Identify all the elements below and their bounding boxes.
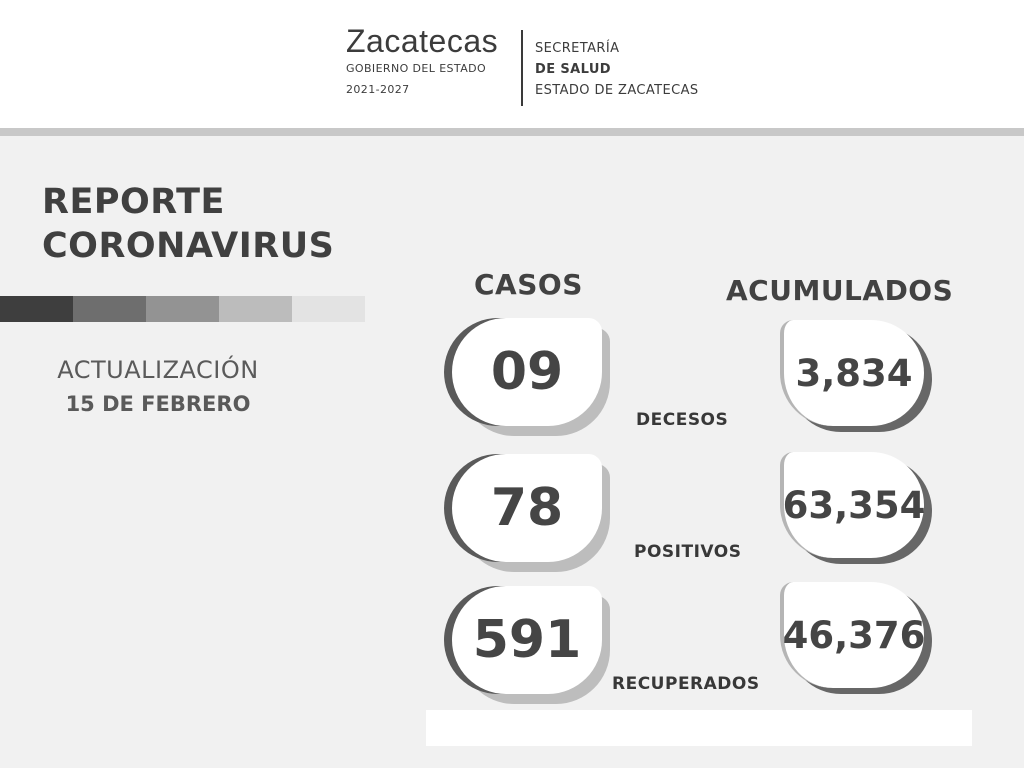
government-logo-subtitle: GOBIERNO DEL ESTADO — [346, 62, 487, 75]
row-label-decesos: DECESOS — [636, 410, 729, 430]
color-stripe-segment-3 — [146, 296, 219, 322]
color-stripe-segment-2 — [73, 296, 146, 322]
column-header-acumulados: ACUMULADOS — [726, 274, 954, 307]
acumulados-value-positivos: 63,354 — [780, 452, 924, 558]
acumulados-value-decesos: 3,834 — [780, 320, 924, 426]
update-label: ACTUALIZACIÓN — [57, 356, 259, 384]
bottom-white-box — [426, 710, 972, 746]
health-secretariat-logo — [535, 38, 699, 101]
color-stripe-segment-4 — [219, 296, 292, 322]
row-label-positivos: POSITIVOS — [634, 542, 742, 562]
acumulados-value-recuperados: 46,376 — [780, 582, 924, 688]
dept-line-1: SECRETARÍA — [535, 41, 620, 56]
color-stripe-segment-1 — [0, 296, 73, 322]
row-label-recuperados: RECUPERADOS — [612, 674, 760, 694]
casos-value-positivos: 78 — [452, 454, 602, 562]
report-title — [42, 180, 334, 268]
header-divider-bar — [0, 128, 1024, 136]
dept-line-3: ESTADO DE ZACATECAS — [535, 83, 699, 98]
government-logo-title: Zacatecas — [346, 23, 499, 59]
report-title-line-2: CORONAVIRUS — [42, 226, 335, 266]
casos-value-recuperados: 591 — [452, 586, 602, 694]
color-stripe-segment-5 — [292, 296, 365, 322]
government-logo-period: 2021-2027 — [346, 83, 410, 96]
logo-divider — [521, 30, 523, 106]
casos-value-decesos: 09 — [452, 318, 602, 426]
column-header-casos: CASOS — [474, 268, 583, 301]
government-logo — [346, 24, 498, 100]
report-title-line-1: REPORTE — [42, 182, 225, 222]
header-banner — [0, 0, 1024, 128]
update-date: 15 DE FEBRERO — [65, 392, 251, 416]
color-stripe — [0, 296, 365, 322]
dept-line-2: DE SALUD — [535, 62, 611, 77]
